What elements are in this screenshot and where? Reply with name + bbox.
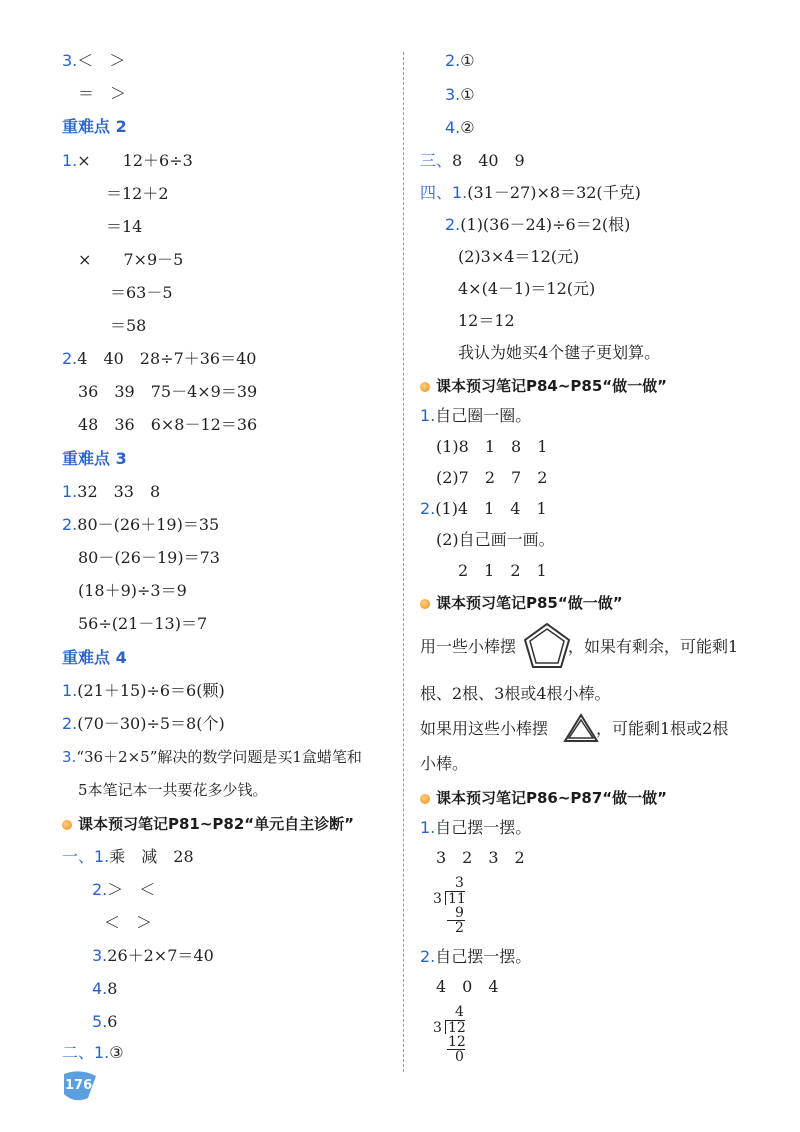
answer-line: 2.自己摆一摆。 <box>420 947 532 966</box>
quotient: 3 <box>455 875 464 891</box>
answer-line: 2.4 40 28÷7＋36＝40 <box>62 349 257 368</box>
answer-line: ＝14 <box>106 217 143 236</box>
answer-line: 4×(4－1)＝12(元) <box>458 279 596 298</box>
answer-line: 4 0 4 <box>436 977 499 996</box>
triangle-sticks-icon <box>562 712 600 744</box>
answer-line: ，如果有剩余，可能剩1 <box>568 637 739 656</box>
product: 9 <box>455 905 464 921</box>
divisor: 3 <box>433 1020 442 1036</box>
answer-line: (2)自己画一画。 <box>436 530 555 549</box>
answer-line: 1.自己圈一圈。 <box>420 406 532 425</box>
answer-line: 4.② <box>445 118 475 137</box>
answer-line: 1.32 33 8 <box>62 482 161 501</box>
answer-line: ，可能剩1根或2根 <box>596 719 729 738</box>
answer-line: 2.(70－30)÷5＝8(个) <box>62 714 225 733</box>
section-title: 课本预习笔记P86~P87“做一做” <box>420 787 667 809</box>
answer-line: 3.“36＋2×5”解决的数学问题是买1盒蜡笔和 <box>62 748 362 766</box>
answer-line: 2.① <box>445 51 475 70</box>
answer-line: 3.① <box>445 85 475 104</box>
answer-line: (1)8 1 8 1 <box>436 437 548 456</box>
answer-line: (2)7 2 7 2 <box>436 468 548 487</box>
answer-line: 80－(26－19)＝73 <box>78 548 220 567</box>
division-bracket <box>445 891 446 905</box>
answer-line: 5本笔记本一共要花多少钱。 <box>78 781 268 799</box>
pentagon-sticks-icon <box>522 622 572 670</box>
section-heading: 重难点 2 <box>62 117 127 136</box>
answer-line: 二、1.③ <box>62 1043 124 1062</box>
answer-line: 1.自己摆一摆。 <box>420 818 532 837</box>
bullet-icon <box>62 820 72 830</box>
answer-line: 用一些小棒摆 <box>420 637 517 656</box>
page-number-badge <box>60 1070 100 1102</box>
section-title: 课本预习笔记P85“做一做” <box>420 592 623 614</box>
division-bracket <box>445 1020 446 1034</box>
answer-line: ＝ ＞ <box>78 84 127 103</box>
answer-line: 56÷(21－13)＝7 <box>78 614 208 633</box>
answer-line: 2.80－(26＋19)＝35 <box>62 515 220 534</box>
answer-line: ＝12＋2 <box>106 184 169 203</box>
answer-line: 根、2根、3根或4根小棒。 <box>420 684 611 703</box>
bullet-icon <box>420 599 430 609</box>
answer-line: (18＋9)÷3＝9 <box>78 581 187 600</box>
remainder: 2 <box>455 920 464 936</box>
answer-line: 1.× 12＋6÷3 <box>62 151 193 170</box>
answer-line: × 7×9－5 <box>78 250 184 269</box>
remainder: 0 <box>455 1049 464 1065</box>
answer-line: 2.＞ ＜ <box>92 880 156 899</box>
column-divider <box>403 52 404 1072</box>
answer-line: 2.(1)4 1 4 1 <box>420 499 547 518</box>
product: 12 <box>448 1034 466 1050</box>
long-division <box>433 1005 473 1065</box>
answer-line: 5.6 <box>92 1012 118 1031</box>
section-title: 课本预习笔记P81~P82“单元自主诊断” <box>62 813 354 835</box>
answer-line: ＝58 <box>110 316 147 335</box>
section-title: 课本预习笔记P84~P85“做一做” <box>420 375 667 397</box>
answer-line: 1.(21＋15)÷6＝6(颗) <box>62 681 225 700</box>
page-number: 176 <box>65 1078 93 1093</box>
answer-line: 一、1.乘 减 28 <box>62 847 194 866</box>
answer-line: 如果用这些小棒摆 <box>420 719 549 738</box>
answer-line: 36 39 75－4×9＝39 <box>78 382 258 401</box>
answer-line: 48 36 6×8－12＝36 <box>78 415 258 434</box>
answer-line: ＜ ＞ <box>104 913 153 932</box>
bullet-icon <box>420 794 430 804</box>
answer-line: 2.(1)(36－24)÷6＝2(根) <box>445 215 631 234</box>
answer-line: 四、1.(31－27)×8＝32(千克) <box>420 183 641 202</box>
dividend: 12 <box>448 1020 466 1036</box>
answer-line: ＝63－5 <box>110 283 173 302</box>
answer-line: (2)3×4＝12(元) <box>458 247 580 266</box>
quotient: 4 <box>455 1004 464 1020</box>
section-heading: 重难点 4 <box>62 648 127 667</box>
answer-line: 小棒。 <box>420 754 469 773</box>
answer-line: 3.26＋2×7＝40 <box>92 946 214 965</box>
answer-line: 2 1 2 1 <box>458 561 547 580</box>
dividend: 11 <box>448 891 466 907</box>
section-heading: 重难点 3 <box>62 449 127 468</box>
answer-line: 3 2 3 2 <box>436 848 525 867</box>
answer-line: 我认为她买4个毽子更划算。 <box>458 343 661 362</box>
answer-line: 4.8 <box>92 979 118 998</box>
answer-line: 三、8 40 9 <box>420 151 525 170</box>
answer-line: 12＝12 <box>458 311 515 330</box>
long-division <box>433 876 473 936</box>
bullet-icon <box>420 382 430 392</box>
divisor: 3 <box>433 891 442 907</box>
answer-line: 3.＜ ＞ <box>62 51 126 70</box>
